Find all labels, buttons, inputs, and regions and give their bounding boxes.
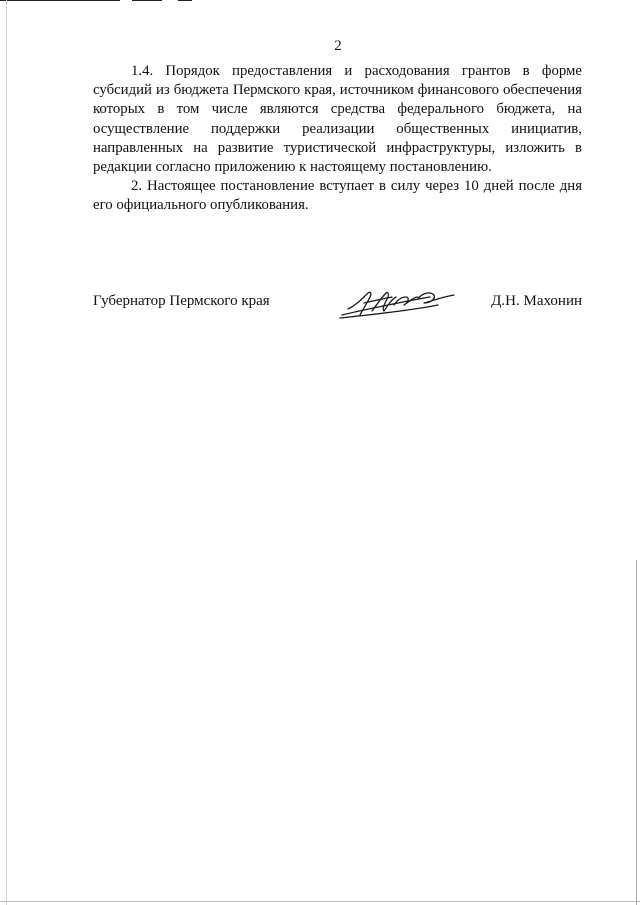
document-body <box>93 62 582 216</box>
signatory-position: Губернатор Пермского края <box>93 293 270 309</box>
scan-edge-right <box>636 560 637 905</box>
page-number: 2 <box>334 38 342 54</box>
scan-edge-top-1 <box>0 0 120 1</box>
signatory-name: Д.Н. Махонин <box>491 293 582 309</box>
scan-edge-top-3 <box>178 0 192 1</box>
signature-block <box>93 285 582 325</box>
scan-edge-left <box>6 0 7 905</box>
scan-edge-top-2 <box>132 0 162 1</box>
scan-edge-bottom <box>0 901 640 902</box>
paragraph-2: 2. Настоящее постановление вступает в силу через 10 дней после дня его официального опубликования. <box>93 178 582 214</box>
paragraph-1-4: 1.4. Порядок предоставления и расходования грантов в форме субсидий из бюджета Пермского края, источником финансового обеспечения которых в том числе являются средства федерального бюджета, на осуществление поддержки реализации общественных инициатив, направленных на развитие туристической инфраструктуры, изложить в редакции согласно приложению к настоящему постановлению. <box>93 63 582 176</box>
handwritten-signature <box>338 285 458 321</box>
